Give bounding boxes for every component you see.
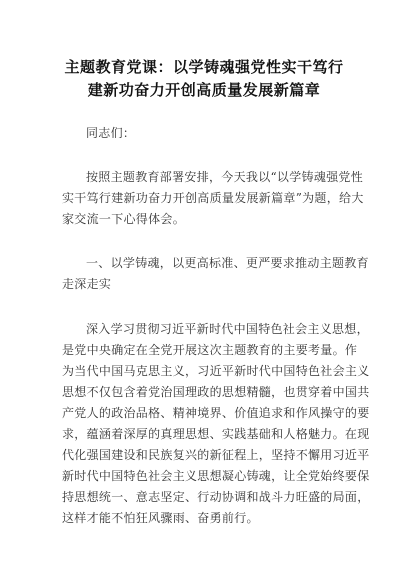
paragraph-2-line: 新时代中国特色社会主义思想凝心铸魂，让全党始终要保 (62, 469, 370, 483)
document-title-line-2: 建新功奋力开创高质量发展新篇章 (87, 81, 321, 99)
section-heading-line: 一、以学铸魂，以更高标准、更严要求推动主题教育 (86, 256, 369, 270)
paragraph-2-line: 持思想统一、意志坚定、行动协调和战斗力旺盛的局面， (62, 490, 370, 504)
paragraph-2-line: 思想不仅包含着党治国理政的思想精髓，也贯穿着中国共 (62, 385, 370, 399)
document-title-line-1: 主题教育党课：以学铸魂强党性实干笃行 (64, 58, 344, 76)
paragraph-2-line: 深入学习贯彻习近平新时代中国特色社会主义思想， (86, 322, 369, 336)
paragraph-2-line: 为当代中国马克思主义，习近平新时代中国特色社会主义 (62, 364, 370, 378)
paragraph-2-line: 产党人的政治品格、精神境界、价值追求和作风操守的要 (62, 406, 370, 420)
paragraph-2-line: 代化强国建设和民族复兴的新征程上，坚持不懈用习近平 (62, 448, 370, 462)
paragraph-2-line: 这样才能不怕狂风骤雨、奋勇前行。 (62, 511, 259, 525)
paragraph-1-line: 家交流一下心得体会。 (62, 212, 186, 226)
paragraph-2-line: 是党中央确定在全党开展这次主题教育的主要考量。作 (62, 343, 358, 357)
section-heading-line: 走深走实 (62, 277, 112, 291)
paragraph-1-line: 实干笃行建新功奋力开创高质量发展新篇章”为题，给大 (62, 191, 364, 205)
paragraph-1-line: 按照主题教育部署安排，今天我以“以学铸魂强党性 (86, 170, 364, 184)
salutation: 同志们： (86, 126, 136, 140)
paragraph-2-line: 求，蕴涵着深厚的真理思想、实践基础和人格魅力。在现 (62, 427, 370, 441)
